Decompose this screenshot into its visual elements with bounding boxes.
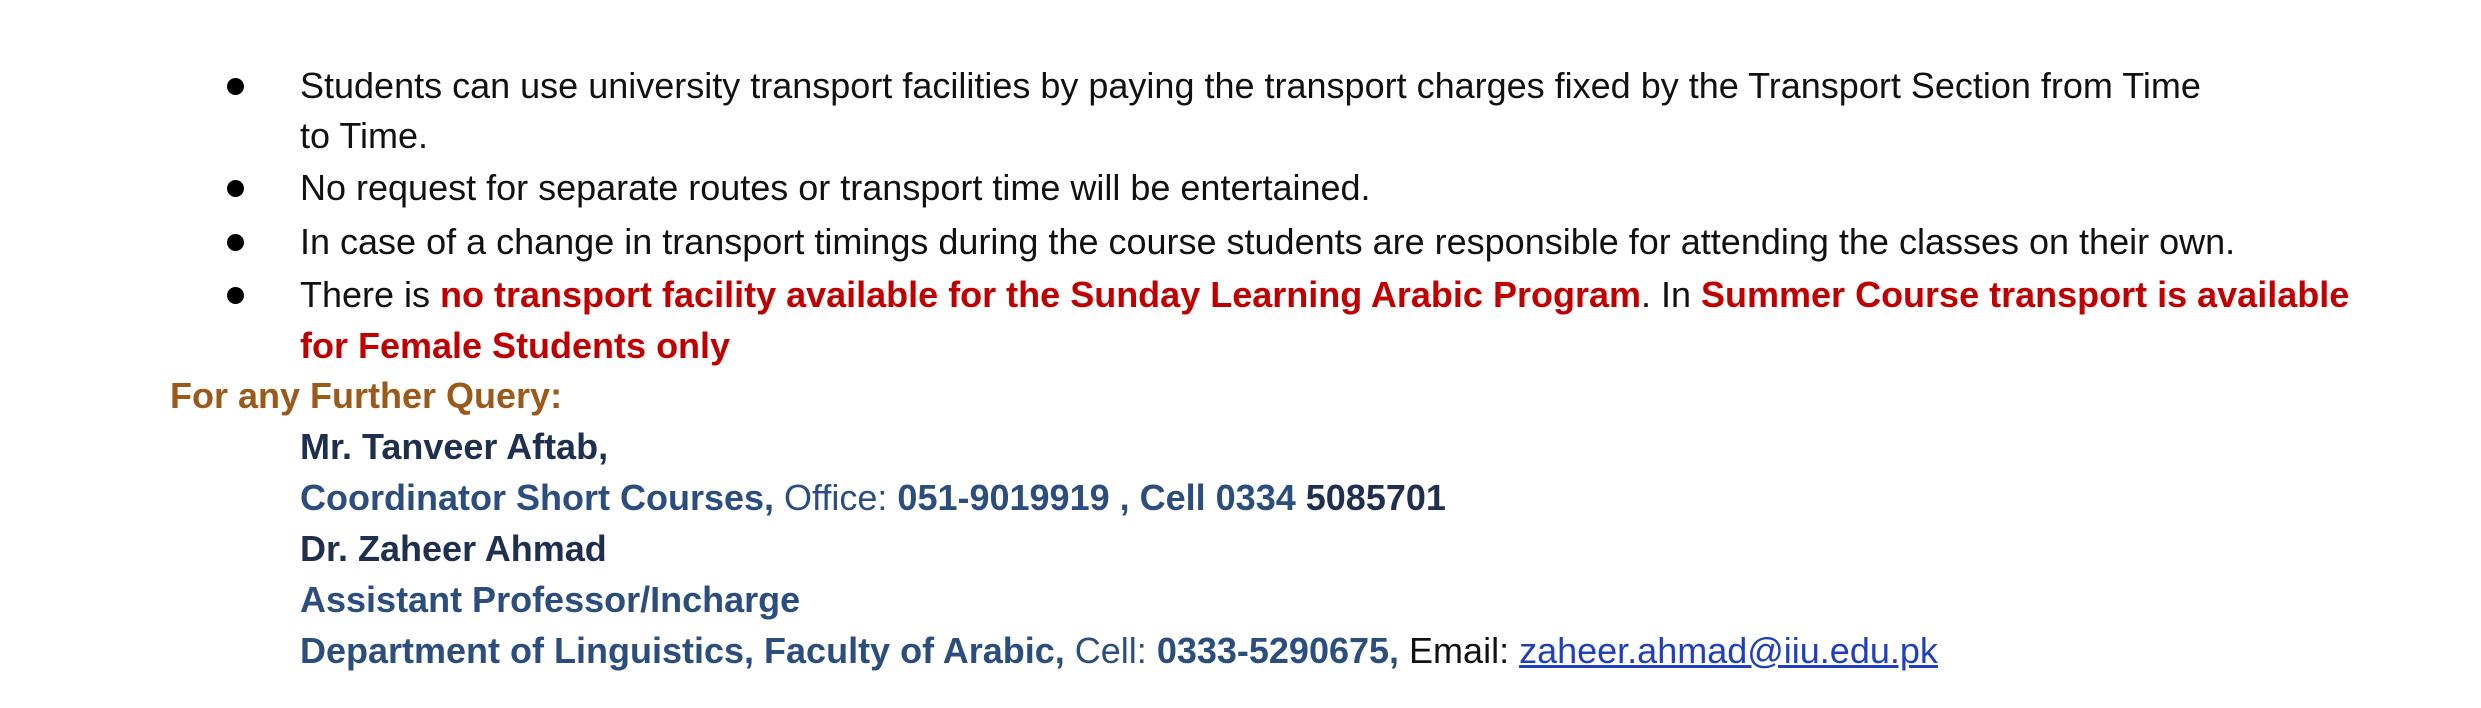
bullet-icon <box>227 180 244 197</box>
bullet-1-line-2: to Time. <box>300 115 429 156</box>
contact-1-name: Mr. Tanveer Aftab, <box>300 426 609 467</box>
contact-1-details <box>300 476 1446 520</box>
bullet-4-mid: . In <box>1640 274 1702 315</box>
email-link[interactable]: zaheer.ahmad@iiu.edu.pk <box>1519 630 1938 671</box>
bullet-icon <box>227 287 244 304</box>
contact-1-office-number: 051-9019919 , Cell 0334 <box>897 477 1296 518</box>
bullet-icon <box>227 78 244 95</box>
bullet-3-text: In case of a change in transport timings during the course students are responsible for attending the classes on their own. <box>300 221 2236 262</box>
query-heading: For any Further Query: <box>170 375 563 416</box>
bullet-4-lead: There is <box>300 274 441 315</box>
contact-2-department: Department of Linguistics, Faculty of Arabic, <box>300 630 1075 671</box>
bullet-1-line-1: Students can use university transport facilities by paying the transport charges fixed by the Transport Section from Time <box>300 65 2201 106</box>
contact-2-email-label: Email: <box>1399 630 1520 671</box>
contact-1-office-label: Office: <box>774 477 898 518</box>
bullet-icon <box>227 234 244 251</box>
summer-course-notice: Summer Course transport is available <box>1701 274 2350 315</box>
contact-2-cell-label: Cell <box>1074 630 1137 671</box>
contact-2-cell-number: 0333-5290675, <box>1156 630 1400 671</box>
contact-2-role: Assistant Professor/Incharge <box>300 579 801 620</box>
contact-1-role: Coordinator Short Courses, <box>300 477 775 518</box>
bullet-4-line-1 <box>300 273 2349 317</box>
female-students-notice: for Female Students only <box>300 325 731 366</box>
contact-2-name: Dr. Zaheer Ahmad <box>300 528 607 569</box>
contact-1-cell-rest: 5085701 <box>1295 477 1446 518</box>
contact-2-colon: : <box>1136 630 1157 671</box>
contact-2-details <box>300 629 1938 673</box>
bullet-2-text: No request for separate routes or transport time will be entertained. <box>300 167 1371 208</box>
sunday-program-notice: no transport facility available for the Sunday Learning Arabic Program <box>440 274 1641 315</box>
